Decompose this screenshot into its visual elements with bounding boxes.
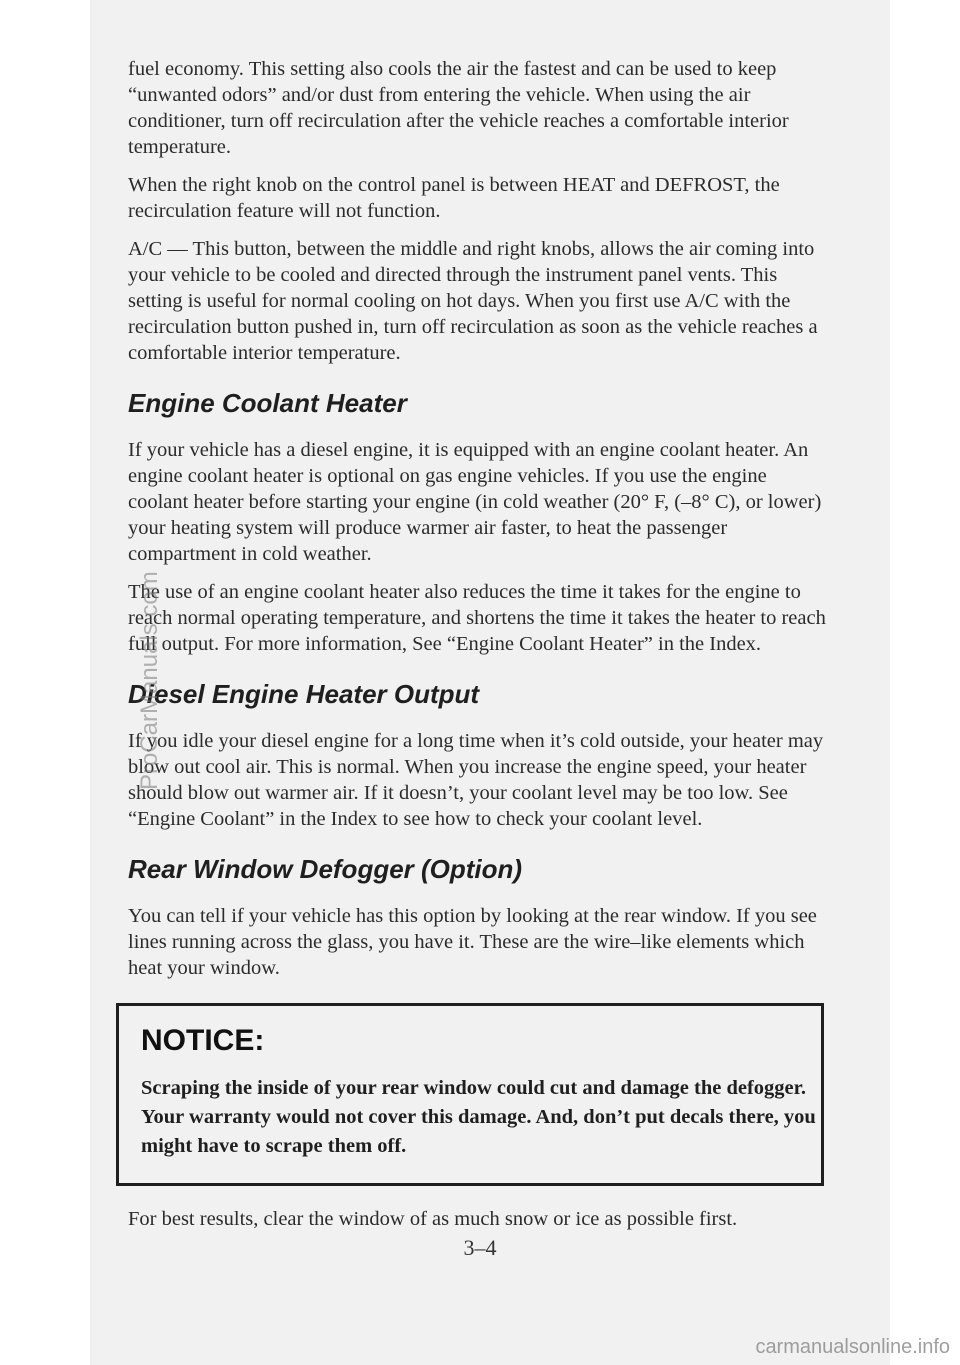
paragraph-fuel-economy: fuel economy. This setting also cools the air the fastest and can be used to keep “unwanted odors” and/or dust from entering the vehicle. When using the air conditioner, turn off recirculation after the vehicle reaches a comfortable interior temperature.	[128, 58, 789, 158]
paragraph-coolant-heater-1: If your vehicle has a diesel engine, it is equipped with an engine coolant heater. An engine coolant heater is optional on gas engine vehicles. If you use the engine coolant heater before starting your engine (in cold weather (20° F, (–8° C), or lower) your heating system will produce warmer air faster, to heat the passenger compartment in cold weather.	[128, 439, 822, 565]
paragraph-rear-defogger: You can tell if your vehicle has this option by looking at the rear window. If you see lines running across the glass, you have it. These are the wire–like elements which heat your window.	[128, 905, 817, 979]
paragraph-recirculation-note: When the right knob on the control panel is between HEAT and DEFROST, the recirculation feature will not function.	[128, 174, 780, 222]
notice-title: NOTICE:	[141, 1024, 265, 1057]
side-watermark: ProCarManuals.com	[136, 571, 163, 790]
heading-diesel-engine-heater-output: Diesel Engine Heater Output	[128, 679, 480, 709]
paragraph-ac-button: A/C — This button, between the middle and right knobs, allows the air coming into your vehicle to be cooled and directed through the instrument panel vents. This setting is useful for normal cooling on hot days. When you first use A/C with the recirculation button pushed in, turn off recirculation as soon as the vehicle reaches a comfortable interior temperature.	[128, 238, 818, 364]
paragraph-best-results: For best results, clear the window of as much snow or ice as possible first.	[128, 1208, 738, 1230]
paragraph-diesel-heater: If you idle your diesel engine for a long time when it’s cold outside, your heater may blow out cool air. This is normal. When you increase the engine speed, your heater should blow out warmer air. If it doesn’t, your coolant level may be too low. See “Engine Coolant” in the Index to see how to check your coolant level.	[128, 730, 824, 830]
page-number: 3–4	[463, 1235, 497, 1260]
document-content	[128, 56, 828, 1244]
notice-text: Scraping the inside of your rear window could cut and damage the defogger. Your warranty would not cover this damage. And, don’t put decals there, you might have to scrape them off.	[141, 1077, 816, 1157]
paragraph-coolant-heater-2: The use of an engine coolant heater also reduces the time it takes for the engine to reach normal operating temperature, and shortens the time it takes the heater to reach full output. For more information, See “Engine Coolant Heater” in the Index.	[128, 581, 826, 655]
bottom-watermark: carmanualsonline.info	[755, 1336, 950, 1358]
heading-rear-window-defogger: Rear Window Defogger (Option)	[128, 854, 523, 884]
heading-engine-coolant-heater: Engine Coolant Heater	[128, 388, 407, 418]
notice-box	[116, 1003, 824, 1186]
